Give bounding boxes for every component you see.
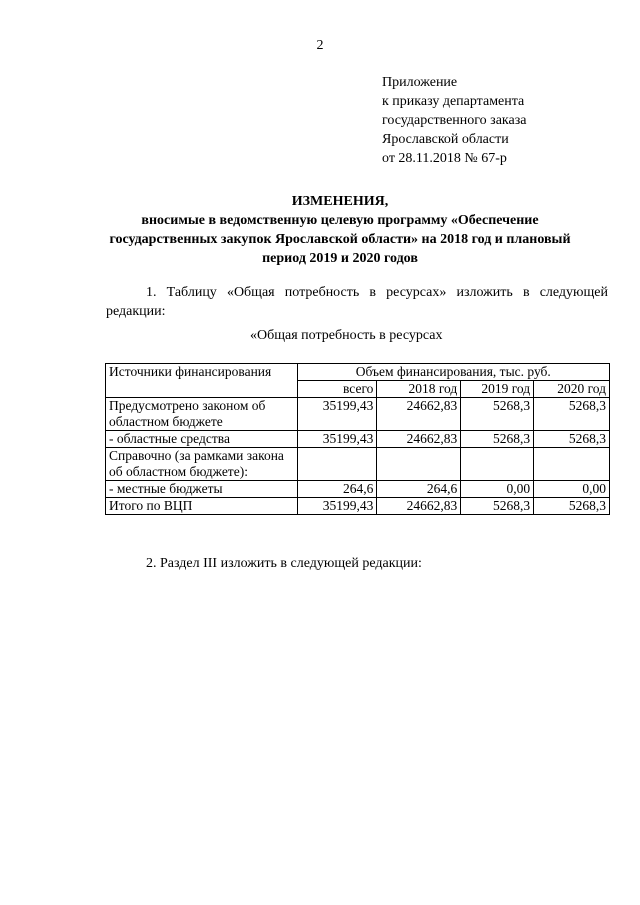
subheader-2019: 2019 год: [461, 381, 534, 398]
cell-2020: 5268,3: [534, 498, 610, 515]
appendix-line: от 28.11.2018 № 67-р: [382, 151, 507, 166]
subheader-total: всего: [297, 381, 377, 398]
paragraph-2: 2. Раздел III изложить в следующей редакции:: [146, 556, 422, 571]
row-label: Справочно (за рамками закона об областном бюджете):: [106, 448, 298, 481]
subheader-2018: 2018 год: [377, 381, 461, 398]
cell-total: 35199,43: [297, 498, 377, 515]
table-header-row: [106, 364, 610, 381]
appendix-line: к приказу департамента: [382, 94, 525, 109]
cell-2019: [461, 448, 534, 481]
cell-total: 35199,43: [297, 398, 377, 431]
row-label: - местные бюджеты: [106, 481, 298, 498]
cell-2019: 0,00: [461, 481, 534, 498]
cell-2020: 5268,3: [534, 398, 610, 431]
cell-total: 35199,43: [297, 431, 377, 448]
row-label: - областные средства: [106, 431, 298, 448]
title-heading: ИЗМЕНЕНИЯ,: [291, 194, 389, 209]
table-row: [106, 481, 610, 498]
cell-2018: [377, 448, 461, 481]
paragraph-1: 1. Таблицу «Общая потребность в ресурсах» изложить в следующей редакции:: [106, 285, 608, 319]
table-row: [106, 398, 610, 431]
cell-2018: 24662,83: [377, 398, 461, 431]
cell-total: 264,6: [297, 481, 377, 498]
cell-2019: 5268,3: [461, 398, 534, 431]
table-row: [106, 431, 610, 448]
cell-2018: 24662,83: [377, 498, 461, 515]
page-number: 2: [316, 38, 324, 53]
cell-2018: 264,6: [377, 481, 461, 498]
table-row: [106, 448, 610, 481]
resources-table: [105, 363, 610, 515]
appendix-line: государственного заказа: [382, 113, 527, 128]
cell-2020: [534, 448, 610, 481]
header-volume: Объем финансирования, тыс. руб.: [297, 364, 609, 381]
title-subheading: вносимые в ведомственную целевую программу «Обеспечение государственных закупок Ярославской области» на 2018 год и плановый период 2019 и 2020 годов: [109, 213, 571, 266]
cell-2019: 5268,3: [461, 431, 534, 448]
cell-2020: 0,00: [534, 481, 610, 498]
appendix-block: [382, 73, 526, 168]
table-caption: «Общая потребность в ресурсах: [250, 328, 443, 343]
cell-2018: 24662,83: [377, 431, 461, 448]
row-label: Предусмотрено законом об областном бюджете: [106, 398, 298, 431]
cell-2019: 5268,3: [461, 498, 534, 515]
table-row: [106, 498, 610, 515]
appendix-line: Приложение: [382, 75, 458, 90]
appendix-line: Ярославской области: [382, 132, 509, 147]
cell-2020: 5268,3: [534, 431, 610, 448]
header-source: Источники финансирования: [106, 364, 298, 398]
subheader-2020: 2020 год: [534, 381, 610, 398]
document-title: [90, 192, 590, 268]
cell-total: [297, 448, 377, 481]
row-label: Итого по ВЦП: [106, 498, 298, 515]
